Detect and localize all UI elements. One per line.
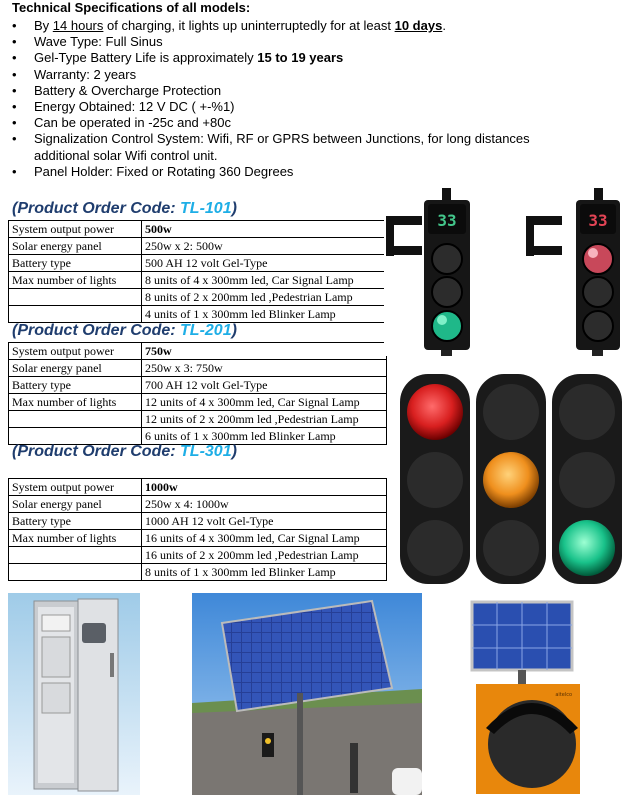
product-order-code: (Product Order Code: TL-201)	[12, 322, 237, 339]
table-row: 8 units of 2 x 200mm led ,Pedestrian Lamp	[9, 289, 387, 306]
table-row: 12 units of 2 x 200mm led ,Pedestrian Lamp	[9, 411, 387, 428]
traffic-lights-three-image	[398, 372, 624, 586]
spec-list	[10, 18, 570, 180]
list-item: • Wave Type: Full Sinus	[10, 34, 570, 50]
control-cabinet-image	[8, 593, 140, 795]
traffic-light-green-image	[384, 186, 504, 356]
spec-table	[8, 478, 387, 581]
table-row: System output power 750w	[9, 343, 387, 360]
countdown-digits: 33	[588, 211, 608, 230]
page-title: Technical Specifications of all models:	[12, 0, 251, 15]
list-item: • Signalization Control System: Wifi, RF or GPRS between Junctions, for long distances additional solar Wifi control unit.	[10, 131, 570, 163]
list-item: • Can be operated in -25c and +80c	[10, 115, 570, 131]
spec-table	[8, 342, 387, 445]
list-item: • Panel Holder: Fixed or Rotating 360 Degrees	[10, 164, 570, 180]
list-item: • Energy Obtained: 12 V DC ( +-%1)	[10, 99, 570, 115]
table-row: Solar energy panel 250w x 2: 500w	[9, 238, 387, 255]
list-item: • Gel-Type Battery Life is approximately 15 to 19 years	[10, 50, 570, 66]
table-row: 8 units of 1 x 300mm led Blinker Lamp	[9, 564, 387, 581]
table-row: 6 units of 1 x 300mm led Blinker Lamp	[9, 428, 387, 445]
list-item: • Warranty: 2 years	[10, 67, 570, 83]
solar-panel-intersection-image	[192, 593, 422, 795]
table-row: Battery type 500 AH 12 volt Gel-Type	[9, 255, 387, 272]
table-row: Solar energy panel 250w x 3: 750w	[9, 360, 387, 377]
table-row: Max number of lights 12 units of 4 x 300mm led, Car Signal Lamp	[9, 394, 387, 411]
table-row: System output power 500w	[9, 221, 387, 238]
list-item: • By 14 hours of charging, it lights up uninterruptedly for at least 10 days.	[10, 18, 570, 34]
table-row: 4 units of 1 x 300mm led Blinker Lamp	[9, 306, 387, 323]
brand-mark: aitelco	[555, 692, 572, 698]
table-row: Max number of lights 16 units of 4 x 300mm led, Car Signal Lamp	[9, 530, 387, 547]
product-order-code: (Product Order Code: TL-301)	[12, 443, 237, 460]
solar-blinker-lamp-image	[460, 598, 590, 798]
traffic-light-red-image	[512, 186, 622, 356]
table-row: System output power 1000w	[9, 479, 387, 496]
spec-table	[8, 220, 387, 323]
product-order-code: (Product Order Code: TL-101)	[12, 200, 237, 217]
table-row: Battery type 1000 AH 12 volt Gel-Type	[9, 513, 387, 530]
table-row: 16 units of 2 x 200mm led ,Pedestrian Lamp	[9, 547, 387, 564]
list-item: • Battery & Overcharge Protection	[10, 83, 570, 99]
table-row: Battery type 700 AH 12 volt Gel-Type	[9, 377, 387, 394]
table-row: Solar energy panel 250w x 4: 1000w	[9, 496, 387, 513]
table-row: Max number of lights 8 units of 4 x 300mm led, Car Signal Lamp	[9, 272, 387, 289]
countdown-digits: 33	[437, 211, 457, 230]
